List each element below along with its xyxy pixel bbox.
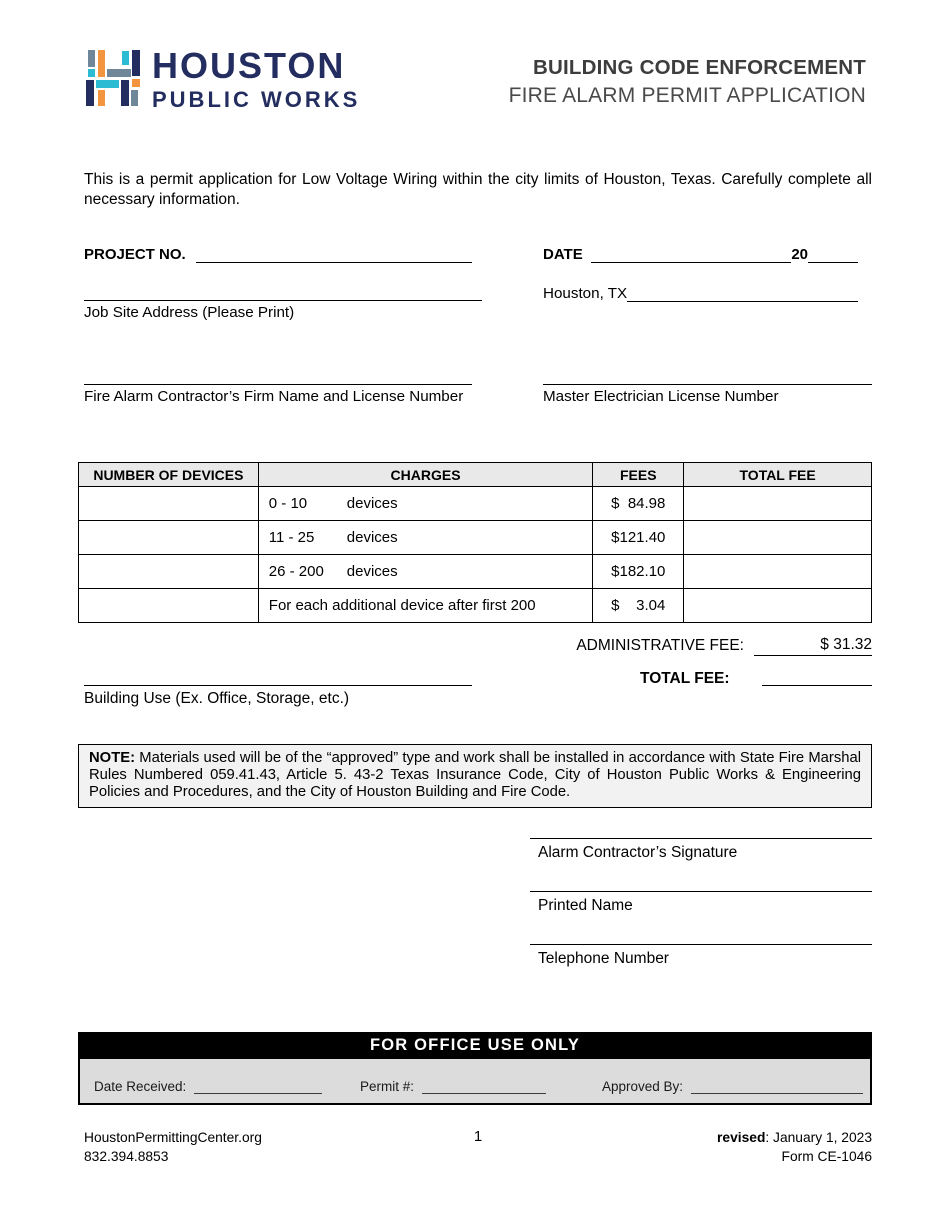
- total-fee-field: [762, 668, 872, 686]
- job-site-group: [84, 284, 482, 321]
- devices-cell: [79, 521, 259, 555]
- building-use-field: [84, 668, 472, 686]
- contractor-firm-label: Fire Alarm Contractor’s Firm Name and License Number: [84, 388, 464, 405]
- houston-tx-field: [627, 285, 858, 302]
- footer-revised-line: [717, 1128, 872, 1147]
- footer-form-number: Form CE-1046: [781, 1149, 872, 1164]
- houston-tx-group: [543, 285, 858, 302]
- approved-by-label: Approved By:: [602, 1079, 684, 1094]
- houston-public-works-logo: [84, 45, 361, 112]
- signature-entry: [530, 838, 872, 862]
- printed-name-label: Printed Name: [538, 897, 633, 914]
- brand-subname: PUBLIC WORKS: [152, 87, 361, 112]
- project-no-group: [84, 246, 472, 263]
- form-title-block: [509, 56, 866, 108]
- project-no-field: [196, 246, 472, 263]
- date-received-field: [194, 1081, 322, 1094]
- devices-cell: [79, 555, 259, 589]
- note-label: NOTE:: [89, 750, 136, 766]
- approved-by-field: [691, 1081, 863, 1094]
- charge-range: 26 - 200: [268, 563, 324, 580]
- note-text: Materials used will be of the “approved” type and work shall be installed in accordance with State Fire Marshal Rules Numbered 059.41.43, Article 5. 43-2 Texas Insurance Code, City of Houston Public Works & Engineering Policies and Procedures, and the City of Houston Building and Fire Code.: [89, 750, 861, 800]
- houston-tx-label: Houston, TX: [543, 285, 628, 302]
- date-group: [543, 246, 858, 263]
- fee-table-header-row: [79, 463, 872, 487]
- header-number-of-devices: NUMBER OF DEVICES: [79, 463, 259, 487]
- office-use-box: [78, 1032, 872, 1105]
- page-subtitle: FIRE ALARM PERMIT APPLICATION: [508, 84, 866, 107]
- total-fee-cell: [684, 589, 872, 623]
- total-fee-cell: [684, 521, 872, 555]
- fees-cell: $ 3.04: [593, 589, 684, 623]
- permit-number-group: [360, 1079, 546, 1094]
- footer-revised-label: revised: [717, 1130, 766, 1145]
- footer-phone: 832.394.8853: [84, 1149, 169, 1164]
- total-fee-row: [84, 668, 872, 712]
- logo-text: [152, 45, 361, 112]
- total-fee-cell: [684, 555, 872, 589]
- charges-cell: [258, 487, 593, 521]
- page-title: BUILDING CODE ENFORCEMENT: [533, 56, 866, 79]
- intro-paragraph: This is a permit application for Low Voltage Wiring within the city limits of Houston, Texas. Carefully complete all necessary information.: [84, 171, 872, 208]
- fees-cell: $182.10: [593, 555, 684, 589]
- administrative-fee-row: [576, 636, 872, 656]
- devices-cell: [79, 487, 259, 521]
- permit-number-label: Permit #:: [360, 1079, 415, 1094]
- charges-cell: [258, 589, 593, 623]
- date-year-prefix: 20: [791, 246, 808, 263]
- date-label: DATE: [543, 246, 583, 263]
- signature-label: Alarm Contractor’s Signature: [538, 844, 738, 861]
- charges-cell: [258, 555, 593, 589]
- footer-website: HoustonPermittingCenter.org: [84, 1130, 262, 1145]
- date-received-label: Date Received:: [94, 1079, 187, 1094]
- project-no-label: PROJECT NO.: [84, 246, 186, 263]
- date-field: [591, 246, 792, 263]
- header-total-fee: TOTAL FEE: [684, 463, 872, 487]
- project-date-row: [84, 246, 872, 266]
- charge-unit: devices: [346, 529, 398, 546]
- devices-cell: [79, 589, 259, 623]
- note-box: [78, 744, 872, 808]
- master-electrician-field: [543, 368, 872, 385]
- job-site-field: [84, 284, 482, 301]
- fee-table-row: [79, 589, 872, 623]
- contractor-firm-group: [84, 368, 472, 405]
- admin-fee-label: ADMINISTRATIVE FEE:: [576, 637, 744, 654]
- charges-cell: [258, 521, 593, 555]
- fees-cell: $121.40: [593, 521, 684, 555]
- office-use-title: FOR OFFICE USE ONLY: [80, 1034, 870, 1059]
- date-received-group: [94, 1079, 322, 1094]
- page-footer: [84, 1128, 872, 1172]
- houston-h-mosaic-icon: [84, 48, 141, 110]
- master-electrician-group: [543, 368, 872, 405]
- charge-range: 11 - 25: [268, 529, 315, 546]
- fees-cell: $ 84.98: [593, 487, 684, 521]
- footer-revision: [717, 1128, 872, 1166]
- master-electrician-label: Master Electrician License Number: [543, 388, 779, 405]
- office-use-body: [80, 1059, 870, 1103]
- admin-fee-value: $ 31.32: [754, 636, 872, 656]
- header-fees: FEES: [593, 463, 684, 487]
- fee-table: [78, 462, 872, 623]
- total-fee-cell: [684, 487, 872, 521]
- approved-by-group: [602, 1079, 863, 1094]
- fee-table-row: [79, 555, 872, 589]
- signature-entry: [530, 944, 872, 968]
- charge-range: 0 - 10: [268, 495, 308, 512]
- footer-page-number: 1: [473, 1128, 483, 1145]
- footer-revised-date: : January 1, 2023: [765, 1130, 872, 1145]
- fee-table-row: [79, 521, 872, 555]
- header-charges: CHARGES: [258, 463, 593, 487]
- permit-number-field: [422, 1081, 546, 1094]
- signature-block: [530, 838, 872, 997]
- date-year-field: [808, 246, 858, 263]
- building-use-label: Building Use (Ex. Office, Storage, etc.): [84, 690, 350, 707]
- total-fee-label: TOTAL FEE:: [640, 670, 730, 687]
- job-site-label: Job Site Address (Please Print): [84, 304, 295, 321]
- charge-unit: devices: [346, 563, 398, 580]
- charge-range: For each additional device after first 200: [268, 597, 536, 614]
- contractor-firm-field: [84, 368, 472, 385]
- signature-entry: [530, 891, 872, 915]
- telephone-label: Telephone Number: [538, 950, 669, 967]
- fee-table-row: [79, 487, 872, 521]
- charge-unit: devices: [346, 495, 398, 512]
- brand-name: HOUSTON: [152, 45, 346, 86]
